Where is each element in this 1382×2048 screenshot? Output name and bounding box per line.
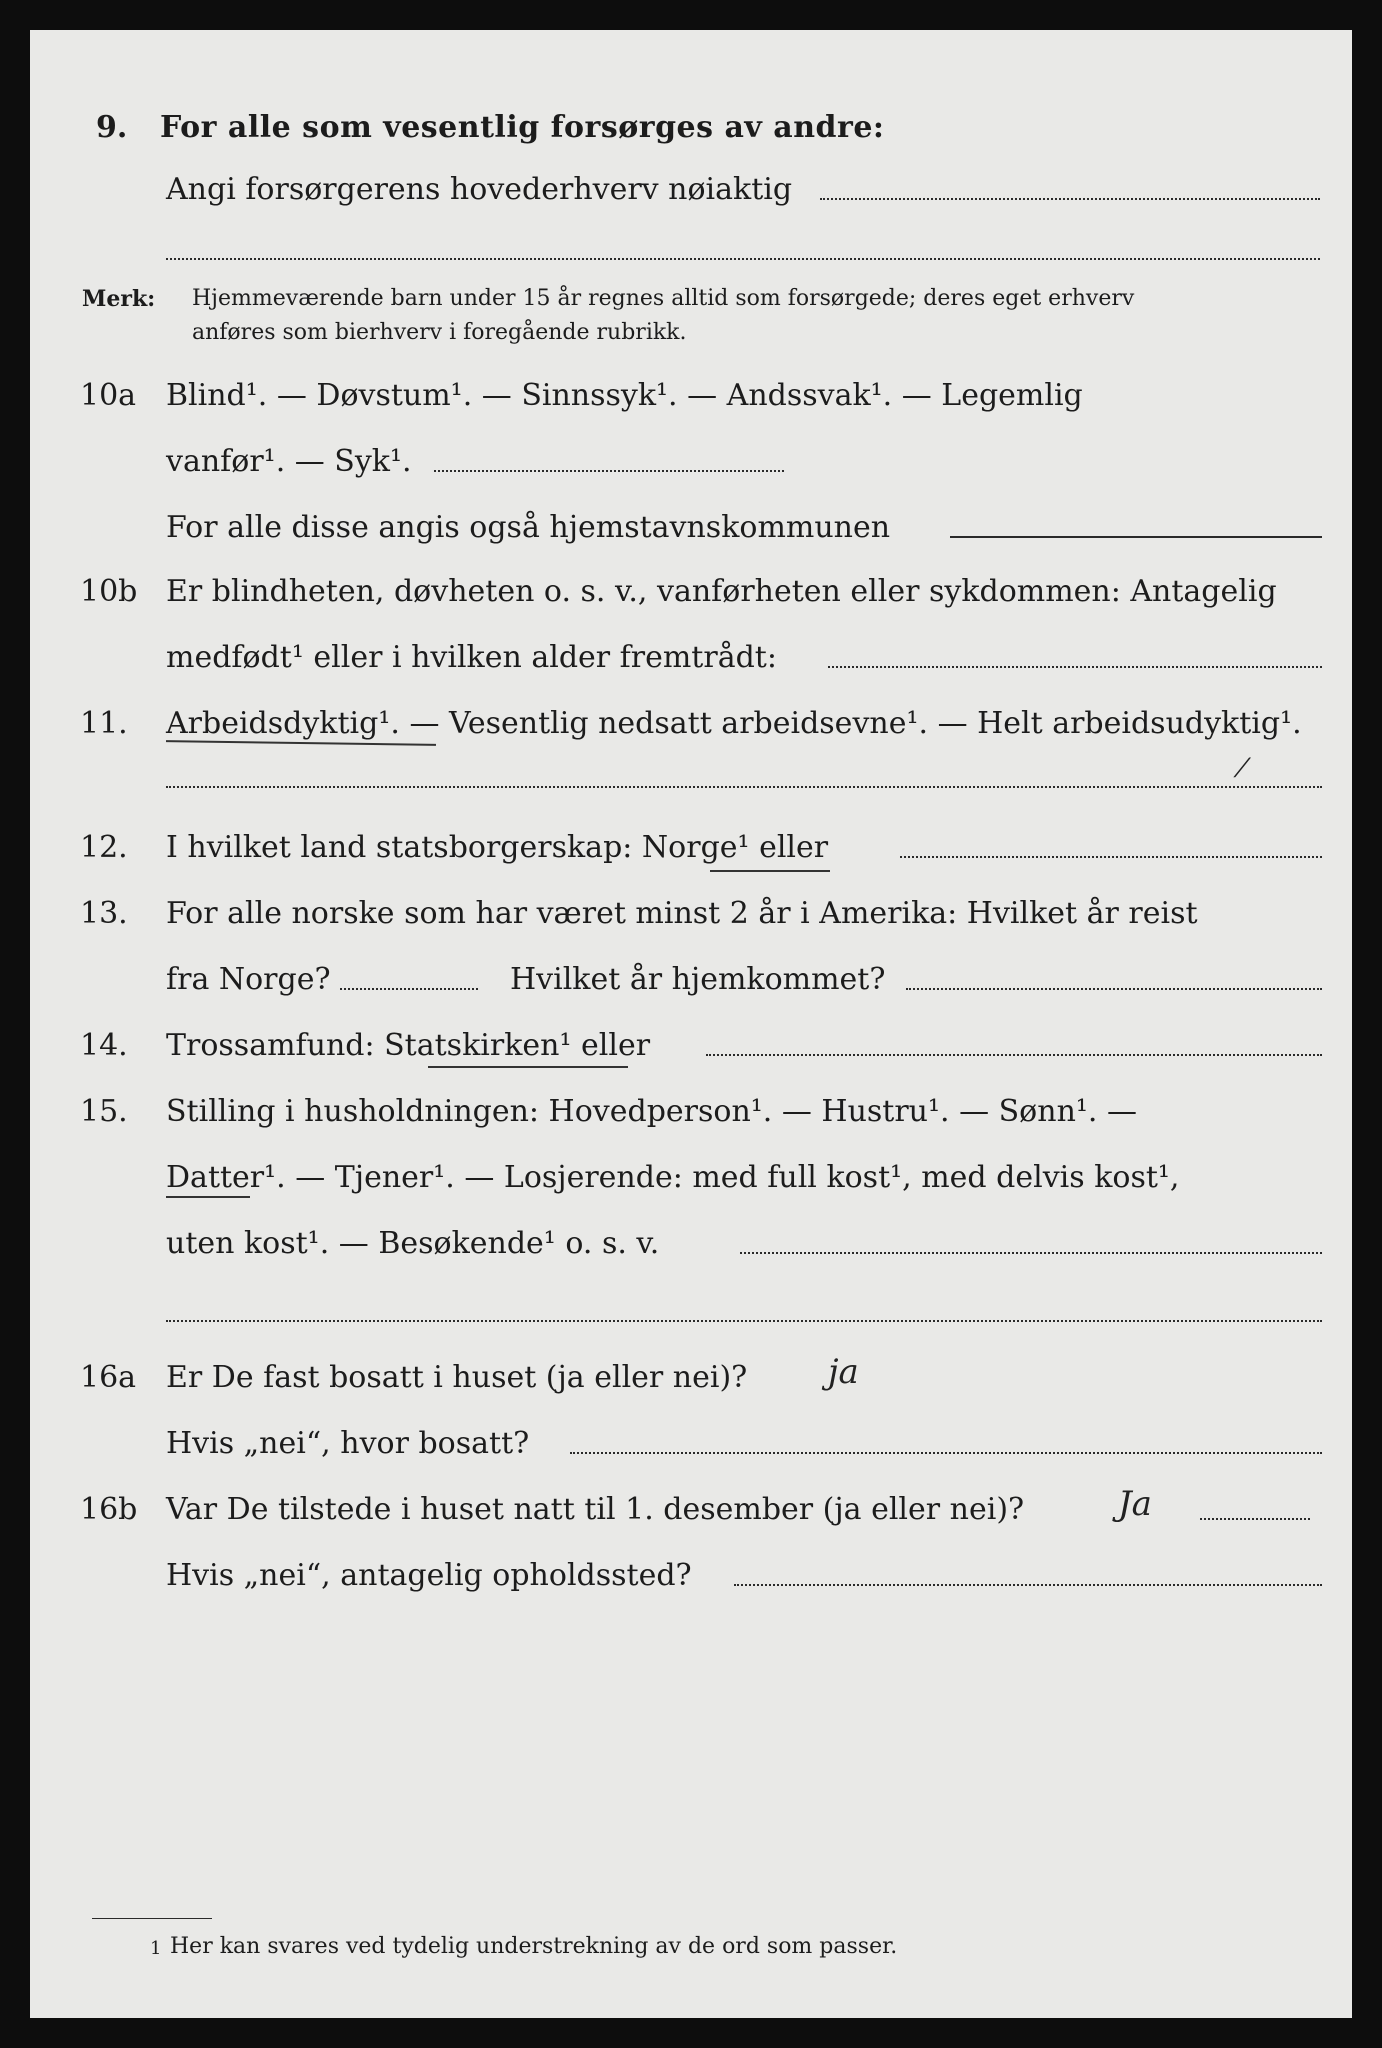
q13-line1: For alle norske som har været minst 2 år i Amerika: Hvilket år reist <box>166 896 1198 931</box>
note-line2: anføres som bierhverv i foregående rubrikk. <box>192 320 687 345</box>
question-number: 10a <box>80 378 137 413</box>
answer-line <box>166 258 1320 260</box>
handwritten-mark: ⁄ <box>1240 754 1245 784</box>
q15-line1: Stilling i husholdningen: Hovedperson¹. — Hustru¹. — Sønn¹. — <box>166 1094 1137 1129</box>
footnote-text: Her kan svares ved tydelig understrekning av de ord som passer. <box>170 1934 898 1959</box>
question-number: 13. <box>80 896 128 931</box>
question-number: 14. <box>80 1028 128 1063</box>
answer-line <box>706 1054 1322 1056</box>
answer-line <box>434 470 784 472</box>
handwritten-underline <box>166 1196 250 1198</box>
handwritten-answer: ja <box>828 1352 859 1392</box>
form-page <box>30 30 1352 2018</box>
answer-line <box>906 988 1322 990</box>
question-number: 12. <box>80 830 128 865</box>
q9-line2: Angi forsørgerens hovederhverv nøiaktig <box>166 172 793 207</box>
question-number: 9. <box>96 110 128 145</box>
q16b-line1: Var De tilstede i huset natt til 1. desember (ja eller nei)? <box>166 1492 1025 1527</box>
note-line1: Hjemmeværende barn under 15 år regnes alltid som forsørgede; deres eget erhverv <box>192 286 1135 311</box>
answer-line <box>734 1584 1322 1586</box>
question-number: 16a <box>80 1360 137 1395</box>
question-number: 10b <box>80 574 138 609</box>
answer-line <box>820 198 1320 200</box>
q10a-line1: Blind¹. — Døvstum¹. — Sinnssyk¹. — Andssvak¹. — Legemlig <box>166 378 1083 413</box>
q14-line1: Trossamfund: Statskirken¹ eller <box>166 1028 651 1063</box>
answer-line <box>340 988 478 990</box>
answer-line <box>740 1252 1322 1254</box>
q9-line1: For alle som vesentlig forsørges av andre: <box>160 110 885 145</box>
handwritten-underline <box>428 1066 628 1068</box>
q16a-line2: Hvis „nei“, hvor bosatt? <box>166 1426 530 1461</box>
q11-line1: Arbeidsdyktig¹. — Vesentlig nedsatt arbeidsevne¹. — Helt arbeidsudyktig¹. <box>166 706 1302 741</box>
question-number: 16b <box>80 1492 138 1527</box>
answer-line <box>570 1452 1322 1454</box>
q10b-line2: medfødt¹ eller i hvilken alder fremtrådt: <box>166 640 777 675</box>
footnote-mark: 1 <box>150 1938 162 1959</box>
q10a-line2: vanfør¹. — Syk¹. <box>166 444 412 479</box>
q13-line2b: Hvilket år hjemkommet? <box>510 962 886 997</box>
answer-line <box>166 1320 1322 1322</box>
question-number: 15. <box>80 1094 128 1129</box>
answer-line <box>900 856 1322 858</box>
note-label: Merk: <box>82 286 156 312</box>
q15-line3: uten kost¹. — Besøkende¹ o. s. v. <box>166 1226 660 1261</box>
q16b-line2: Hvis „nei“, antagelig opholdssted? <box>166 1558 692 1593</box>
q15-line2: Datter¹. — Tjener¹. — Losjerende: med full kost¹, med delvis kost¹, <box>166 1160 1180 1195</box>
footnote-divider <box>92 1918 212 1919</box>
answer-line <box>166 786 1322 788</box>
q10a-line3: For alle disse angis også hjemstavnskommunen <box>166 510 891 545</box>
answer-line <box>1200 1518 1310 1520</box>
handwritten-answer: Ja <box>1118 1484 1152 1524</box>
q13-line2a: fra Norge? <box>166 962 331 997</box>
question-number: 11. <box>80 706 128 741</box>
answer-line <box>950 536 1322 538</box>
q10b-line1: Er blindheten, døvheten o. s. v., vanførheten eller sykdommen: Antagelig <box>166 574 1277 609</box>
q12-line1: I hvilket land statsborgerskap: Norge¹ eller <box>166 830 829 865</box>
answer-line <box>828 666 1322 668</box>
q16a-line1: Er De fast bosatt i huset (ja eller nei)? <box>166 1360 748 1395</box>
handwritten-underline <box>710 870 830 872</box>
